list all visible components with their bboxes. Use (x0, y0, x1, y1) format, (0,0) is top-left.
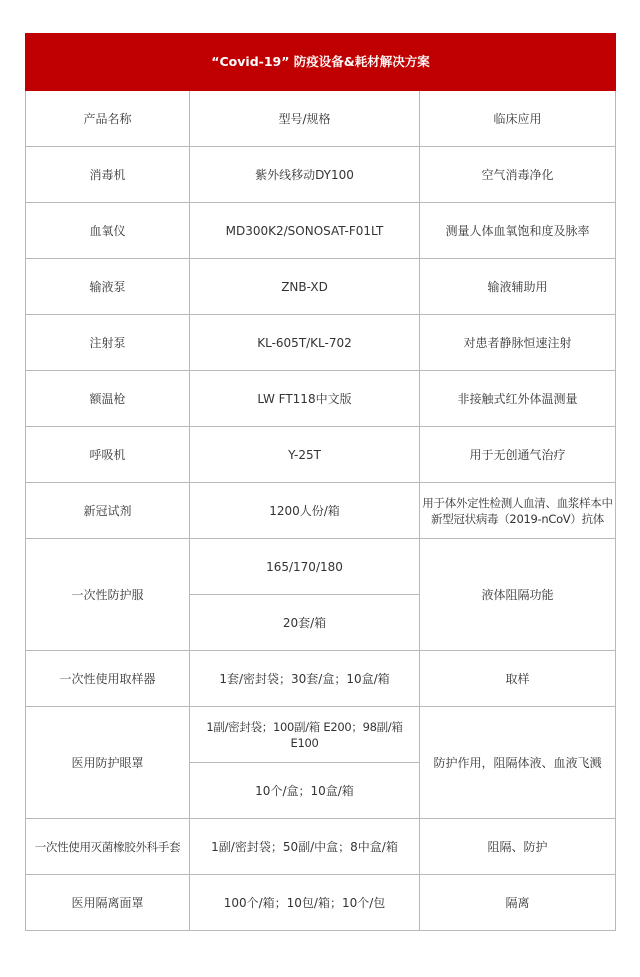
table-title: “Covid-19” 防疫设备&耗材解决方案 (26, 34, 616, 91)
product-use: 取样 (420, 651, 616, 707)
table-row (26, 203, 616, 259)
product-name: 输液泵 (26, 259, 190, 315)
product-use: 隔离 (420, 875, 616, 931)
table-row (26, 483, 616, 539)
product-name: 一次性使用取样器 (26, 651, 190, 707)
product-use: 防护作用，阻隔体液、血液飞溅 (420, 707, 616, 819)
product-name: 消毒机 (26, 147, 190, 203)
table-row (26, 539, 616, 595)
product-spec: KL-605T/KL-702 (190, 315, 420, 371)
product-table (25, 33, 616, 931)
product-table-container (25, 33, 615, 931)
product-use-line: 用于体外定性检测人血清、血浆样本中 (422, 495, 613, 510)
product-use-line: 新型冠状病毒（2019-nCoV）抗体 (431, 511, 604, 526)
table-row (26, 651, 616, 707)
product-spec: 紫外线移动DY100 (190, 147, 420, 203)
product-name: 血氧仪 (26, 203, 190, 259)
product-use: 输液辅助用 (420, 259, 616, 315)
table-row (26, 371, 616, 427)
table-row (26, 259, 616, 315)
product-spec: 1副/密封袋；100副/箱 E200；98副/箱 E100 (190, 707, 420, 763)
header-model-spec: 型号/规格 (190, 91, 420, 147)
title-row (26, 34, 616, 91)
product-spec: Y-25T (190, 427, 420, 483)
product-use: 液体阻隔功能 (420, 539, 616, 651)
product-name: 一次性防护服 (26, 539, 190, 651)
header-row (26, 91, 616, 147)
product-use: 空气消毒净化 (420, 147, 616, 203)
product-spec: 100个/箱；10包/箱；10个/包 (190, 875, 420, 931)
product-spec: 10个/盒；10盒/箱 (190, 763, 420, 819)
table-row (26, 875, 616, 931)
product-name: 呼吸机 (26, 427, 190, 483)
header-clinical-use: 临床应用 (420, 91, 616, 147)
product-use: 阻隔、防护 (420, 819, 616, 875)
table-row (26, 819, 616, 875)
product-spec: MD300K2/SONOSAT-F01LT (190, 203, 420, 259)
product-spec: LW FT118中文版 (190, 371, 420, 427)
product-name: 注射泵 (26, 315, 190, 371)
product-spec: 1200人份/箱 (190, 483, 420, 539)
product-spec: ZNB-XD (190, 259, 420, 315)
product-name: 一次性使用灭菌橡胶外科手套 (26, 819, 190, 875)
product-name: 额温枪 (26, 371, 190, 427)
product-name: 医用隔离面罩 (26, 875, 190, 931)
product-use (420, 483, 616, 539)
table-row (26, 427, 616, 483)
table-row (26, 707, 616, 763)
product-name: 新冠试剂 (26, 483, 190, 539)
product-use: 用于无创通气治疗 (420, 427, 616, 483)
product-spec: 1套/密封袋；30套/盒；10盒/箱 (190, 651, 420, 707)
product-spec: 1副/密封袋；50副/中盒；8中盒/箱 (190, 819, 420, 875)
header-product-name: 产品名称 (26, 91, 190, 147)
product-spec: 20套/箱 (190, 595, 420, 651)
product-spec: 165/170/180 (190, 539, 420, 595)
table-row (26, 315, 616, 371)
product-use: 对患者静脉恒速注射 (420, 315, 616, 371)
product-use: 测量人体血氧饱和度及脉率 (420, 203, 616, 259)
table-row (26, 147, 616, 203)
product-use: 非接触式红外体温测量 (420, 371, 616, 427)
product-name: 医用防护眼罩 (26, 707, 190, 819)
